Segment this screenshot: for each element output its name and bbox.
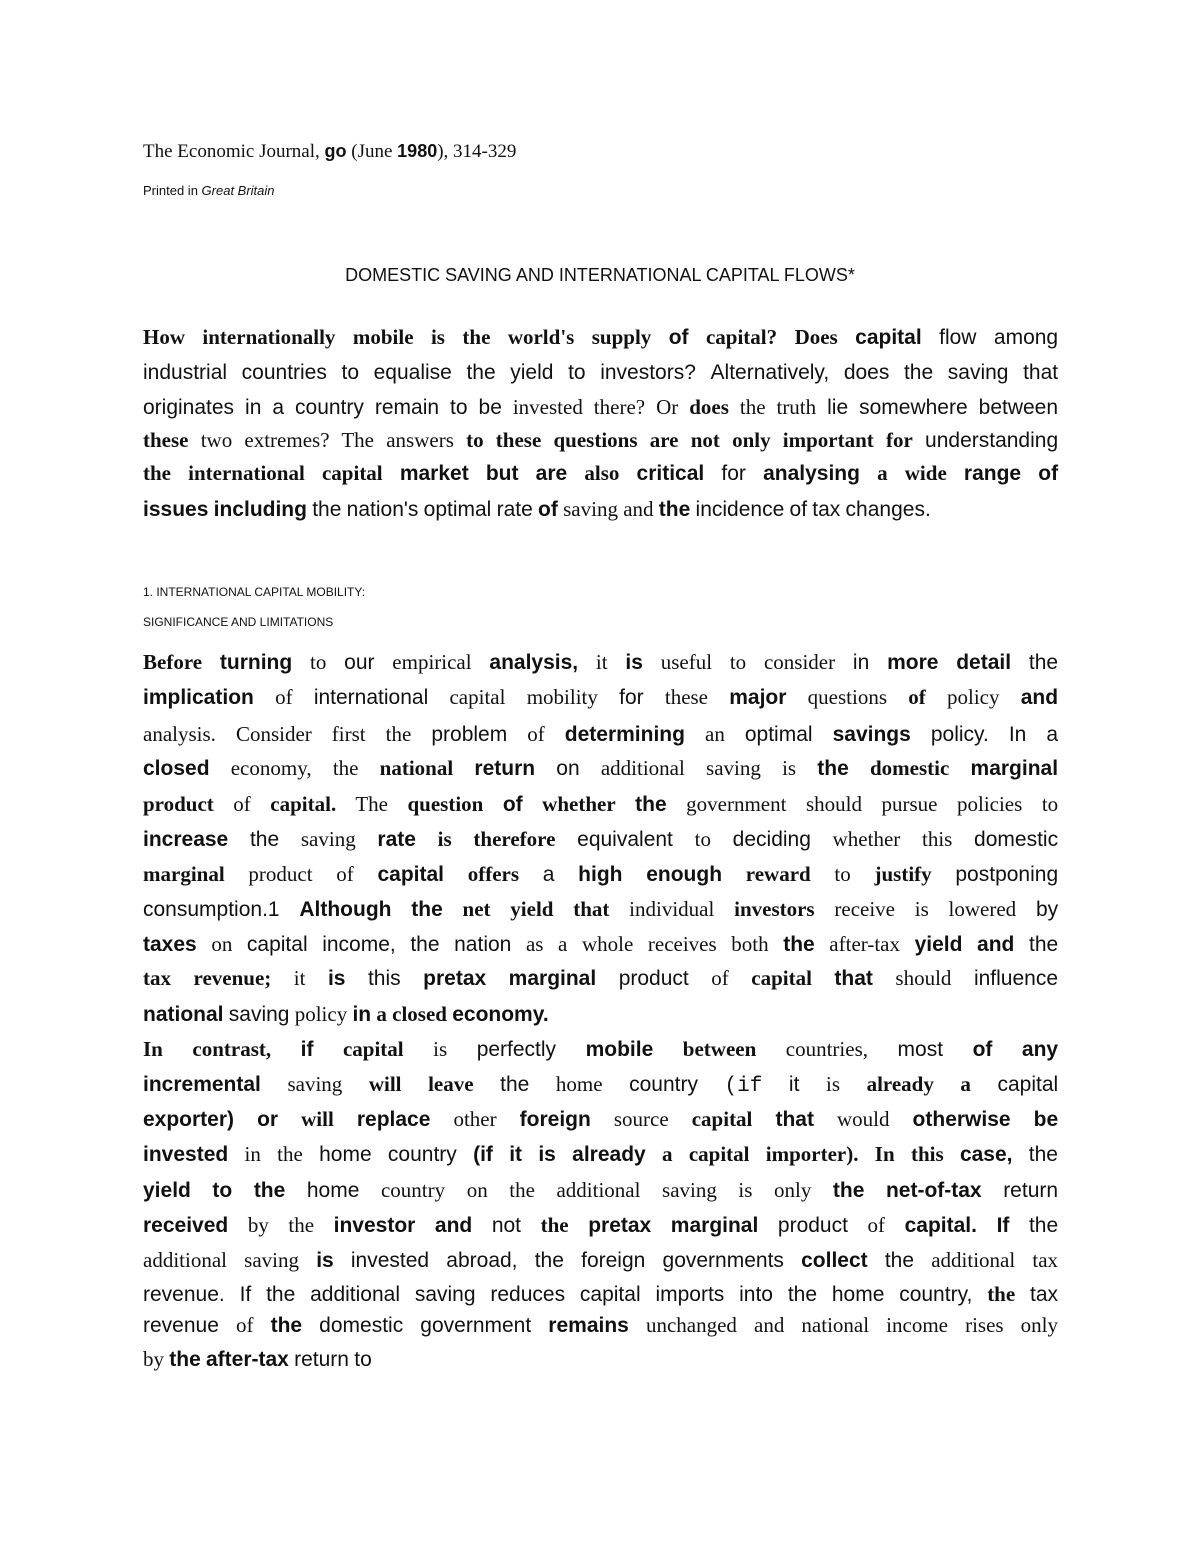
text-line: closed economy, the national return on additional saving is the domestic marginal [143,756,1059,780]
text-line: industrial countries to equalise the yield to investors? Alternatively, does the saving that [143,361,1059,384]
text-line: originates in a country remain to be invested there? Or does the truth lie somewhere between [143,395,1059,419]
text-line: In contrast, if capital is perfectly mobile between countries, most of any [143,1037,1059,1061]
text-line: product of capital. The question of whether the government should pursue policies to [143,792,1059,816]
text-line: taxes on capital income, the nation as a whole receives both the after-tax yield and the [143,932,1059,956]
journal-citation [143,141,516,163]
printed-prefix: Printed in [143,183,202,198]
text-line: exporter) or will replace other foreign source capital that would otherwise be [143,1107,1059,1131]
text-line: revenue. If the additional saving reduces capital imports into the home country, the tax [143,1282,1059,1306]
text-line: these two extremes? The answers to these questions are not only important for understanding [143,428,1059,452]
text-line: analysis. Consider first the problem of determining an optimal savings policy. In a [143,722,1059,746]
text-line: by the after-tax return to [143,1347,372,1371]
text-line: yield to the home country on the additional saving is only the net-of-tax return [143,1178,1059,1202]
text-line: How internationally mobile is the world's supply of capital? Does capital flow among [143,325,1059,349]
journal-pages: ), 314-329 [437,141,517,162]
text-line: received by the investor and not the pretax marginal product of capital. If the [143,1213,1059,1237]
journal-name: The Economic Journal, [143,141,325,162]
journal-year: 1980 [397,141,438,161]
text-line: tax revenue; it is this pretax marginal product of capital that should influence [143,966,1058,990]
text-line: invested in the home country (if it is already a capital importer). In this case, the [143,1142,1058,1166]
text-line: Before turning to our empirical analysis, it is useful to consider in more detail the [143,650,1059,674]
text-line: national saving policy in a closed economy. [143,1002,549,1026]
text-line: incremental saving will leave the home country (if it is already a capital [143,1072,1059,1098]
text-line: issues including the nation's optimal rate of saving and the incidence of tax changes. [143,497,931,521]
text-line: marginal product of capital offers a high enough reward to justify postponing [143,862,1059,886]
text-line: implication of international capital mobility for these major questions of policy and [143,685,1059,709]
journal-volume: go [324,141,347,161]
article-title: DOMESTIC SAVING AND INTERNATIONAL CAPITAL FLOWS* [345,265,855,285]
text-line: additional saving is invested abroad, the foreign governments collect the additional tax [143,1248,1059,1272]
journal-date-prefix: (June [346,141,398,162]
text-line: consumption.1 Although the net yield that individual investors receive is lowered by [143,897,1059,921]
section-heading-line-1: 1. INTERNATIONAL CAPITAL MOBILITY: [143,585,366,599]
text-line: increase the saving rate is therefore equivalent to deciding whether this domestic [143,827,1059,851]
text-line: revenue of the domestic government remains unchanged and national income rises only [143,1313,1059,1337]
printed-place: Great Britain [201,183,275,198]
text-line: the international capital market but are also critical for analysing a wide range of [143,461,1059,485]
printed-in-line [143,183,275,198]
section-heading-line-2: SIGNIFICANCE AND LIMITATIONS [143,615,334,629]
